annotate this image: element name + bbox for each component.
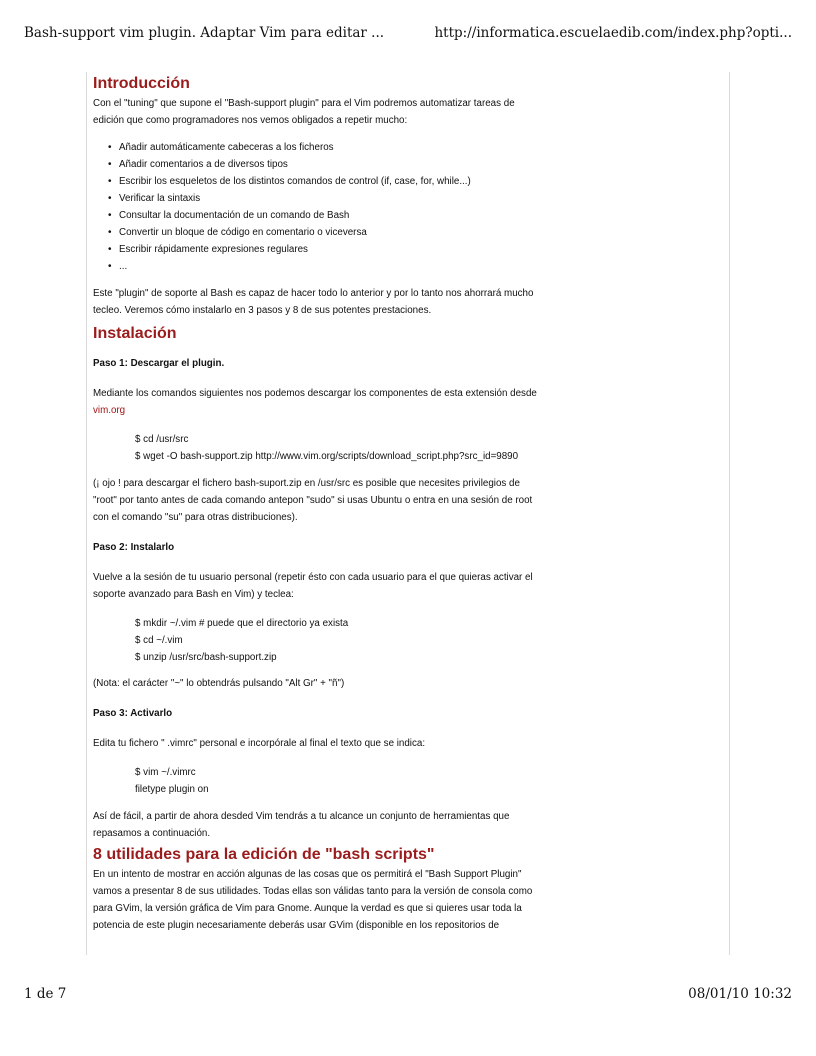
step-1-paragraph [93, 385, 593, 419]
utils-line-3: para GVim, la versión gráfica de Vim para Gnome. Aunque la verdad es que si quieres usar toda la [93, 903, 522, 914]
vim-org-link[interactable]: vim.org [93, 405, 126, 416]
step-1-note-line-1: (¡ ojo ! para descargar el fichero bash-suport.zip en /usr/src es posible que necesites privilegios de [93, 478, 520, 489]
step-2-text-line-1: Vuelve a la sesión de tu usuario personal (repetir ésto con cada usuario para el que quieras activar el [93, 572, 533, 583]
step-3-title: Paso 3: Activarlo [93, 708, 173, 719]
step-2-paragraph [93, 569, 593, 603]
command-line: $ cd /usr/src [135, 434, 189, 445]
intro-closing-paragraph [93, 285, 593, 319]
list-item: • Añadir comentarios a de diversos tipos [93, 156, 593, 173]
utils-line-2: vamos a presentar 8 de sus utilidades. Todas ellas son válidas tanto para la versión de consola como [93, 886, 533, 897]
step-3-closing-line-1: Así de fácil, a partir de ahora desded Vim tendrás a tu alcance un conjunto de herramientas que [93, 811, 510, 822]
step-3-closing-line-2: repasamos a continuación. [93, 828, 211, 839]
step-1-text: Mediante los comandos siguientes nos podemos descargar los componentes de esta extensión desde [93, 388, 537, 399]
left-column-rule [86, 72, 87, 955]
command-line: $ wget -O bash-support.zip http://www.vim.org/scripts/download_script.php?src_id=9890 [135, 451, 519, 462]
utils-paragraph [93, 866, 593, 934]
command-line: $ vim ~/.vimrc [135, 767, 196, 778]
step-1-note-line-2: "root" por tanto antes de cada comando antepon "sudo" si usas Ubuntu o entra en una sesión de root [93, 495, 533, 506]
command-line: $ unzip /usr/src/bash-support.zip [135, 652, 277, 663]
command-line: $ mkdir ~/.vim # puede que el directorio ya exista [135, 618, 349, 629]
list-item: • ... [93, 258, 593, 275]
step-2-title: Paso 2: Instalarlo [93, 542, 175, 553]
utils-line-4: potencia de este plugin necesariamente deberás usar GVim (disponible en los repositorios de [93, 920, 500, 931]
list-item: • Consultar la documentación de un comando de Bash [93, 207, 593, 224]
feature-list [93, 139, 593, 275]
article-body [93, 73, 593, 934]
step-2-commands [93, 615, 593, 666]
utils-line-1: En un intento de mostrar en acción algunas de las cosas que os permitirá el "Bash Support Plugin" [93, 869, 522, 880]
list-item: • Añadir automáticamente cabeceras a los ficheros [93, 139, 593, 156]
print-datetime: 08/01/10 10:32 [688, 986, 792, 1002]
command-line: filetype plugin on [135, 784, 209, 795]
section-heading-utilidades: 8 utilidades para la edición de "bash scripts" [93, 846, 435, 863]
step-2-note: (Nota: el carácter "~" lo obtendrás pulsando "Alt Gr" + "ñ") [93, 678, 345, 689]
step-2-text-line-2: soporte avanzado para Bash en Vim) y teclea: [93, 589, 294, 600]
intro-line-2: edición que como programadores nos vemos obligados a repetir mucho: [93, 115, 408, 126]
step-1-note [93, 475, 593, 526]
list-item: • Verificar la sintaxis [93, 190, 593, 207]
step-3-closing [93, 808, 593, 842]
step-3-text: Edita tu fichero " .vimrc" personal e incorpórale al final el texto que se indica: [93, 738, 426, 749]
step-3-commands [93, 764, 593, 798]
intro-paragraph [93, 95, 593, 129]
print-header-title: Bash-support vim plugin. Adaptar Vim para editar ... [24, 25, 385, 41]
step-1-note-line-3: con el comando "su" para otras distribuciones). [93, 512, 298, 523]
intro-line-1: Con el "tuning" que supone el "Bash-support plugin" para el Vim podremos automatizar tareas de [93, 98, 515, 109]
intro-closing-line-1: Este "plugin" de soporte al Bash es capaz de hacer todo lo anterior y por lo tanto nos ahorrará mucho [93, 288, 534, 299]
list-item: • Escribir rápidamente expresiones regulares [93, 241, 593, 258]
right-column-rule [729, 72, 730, 955]
intro-closing-line-2: tecleo. Veremos cómo instalarlo en 3 pasos y 8 de sus potentes prestaciones. [93, 305, 432, 316]
page-counter: 1 de 7 [24, 986, 67, 1002]
list-item: • Convertir un bloque de código en comentario o viceversa [93, 224, 593, 241]
section-heading-instalacion: Instalación [93, 325, 177, 342]
list-item: • Escribir los esqueletos de los distintos comandos de control (if, case, for, while...) [93, 173, 593, 190]
print-header-url: http://informatica.escuelaedib.com/index.php?opti... [434, 25, 792, 41]
command-line: $ cd ~/.vim [135, 635, 183, 646]
step-1-commands [93, 431, 593, 465]
section-heading-introduccion: Introducción [93, 75, 190, 92]
step-1-title: Paso 1: Descargar el plugin. [93, 358, 225, 369]
